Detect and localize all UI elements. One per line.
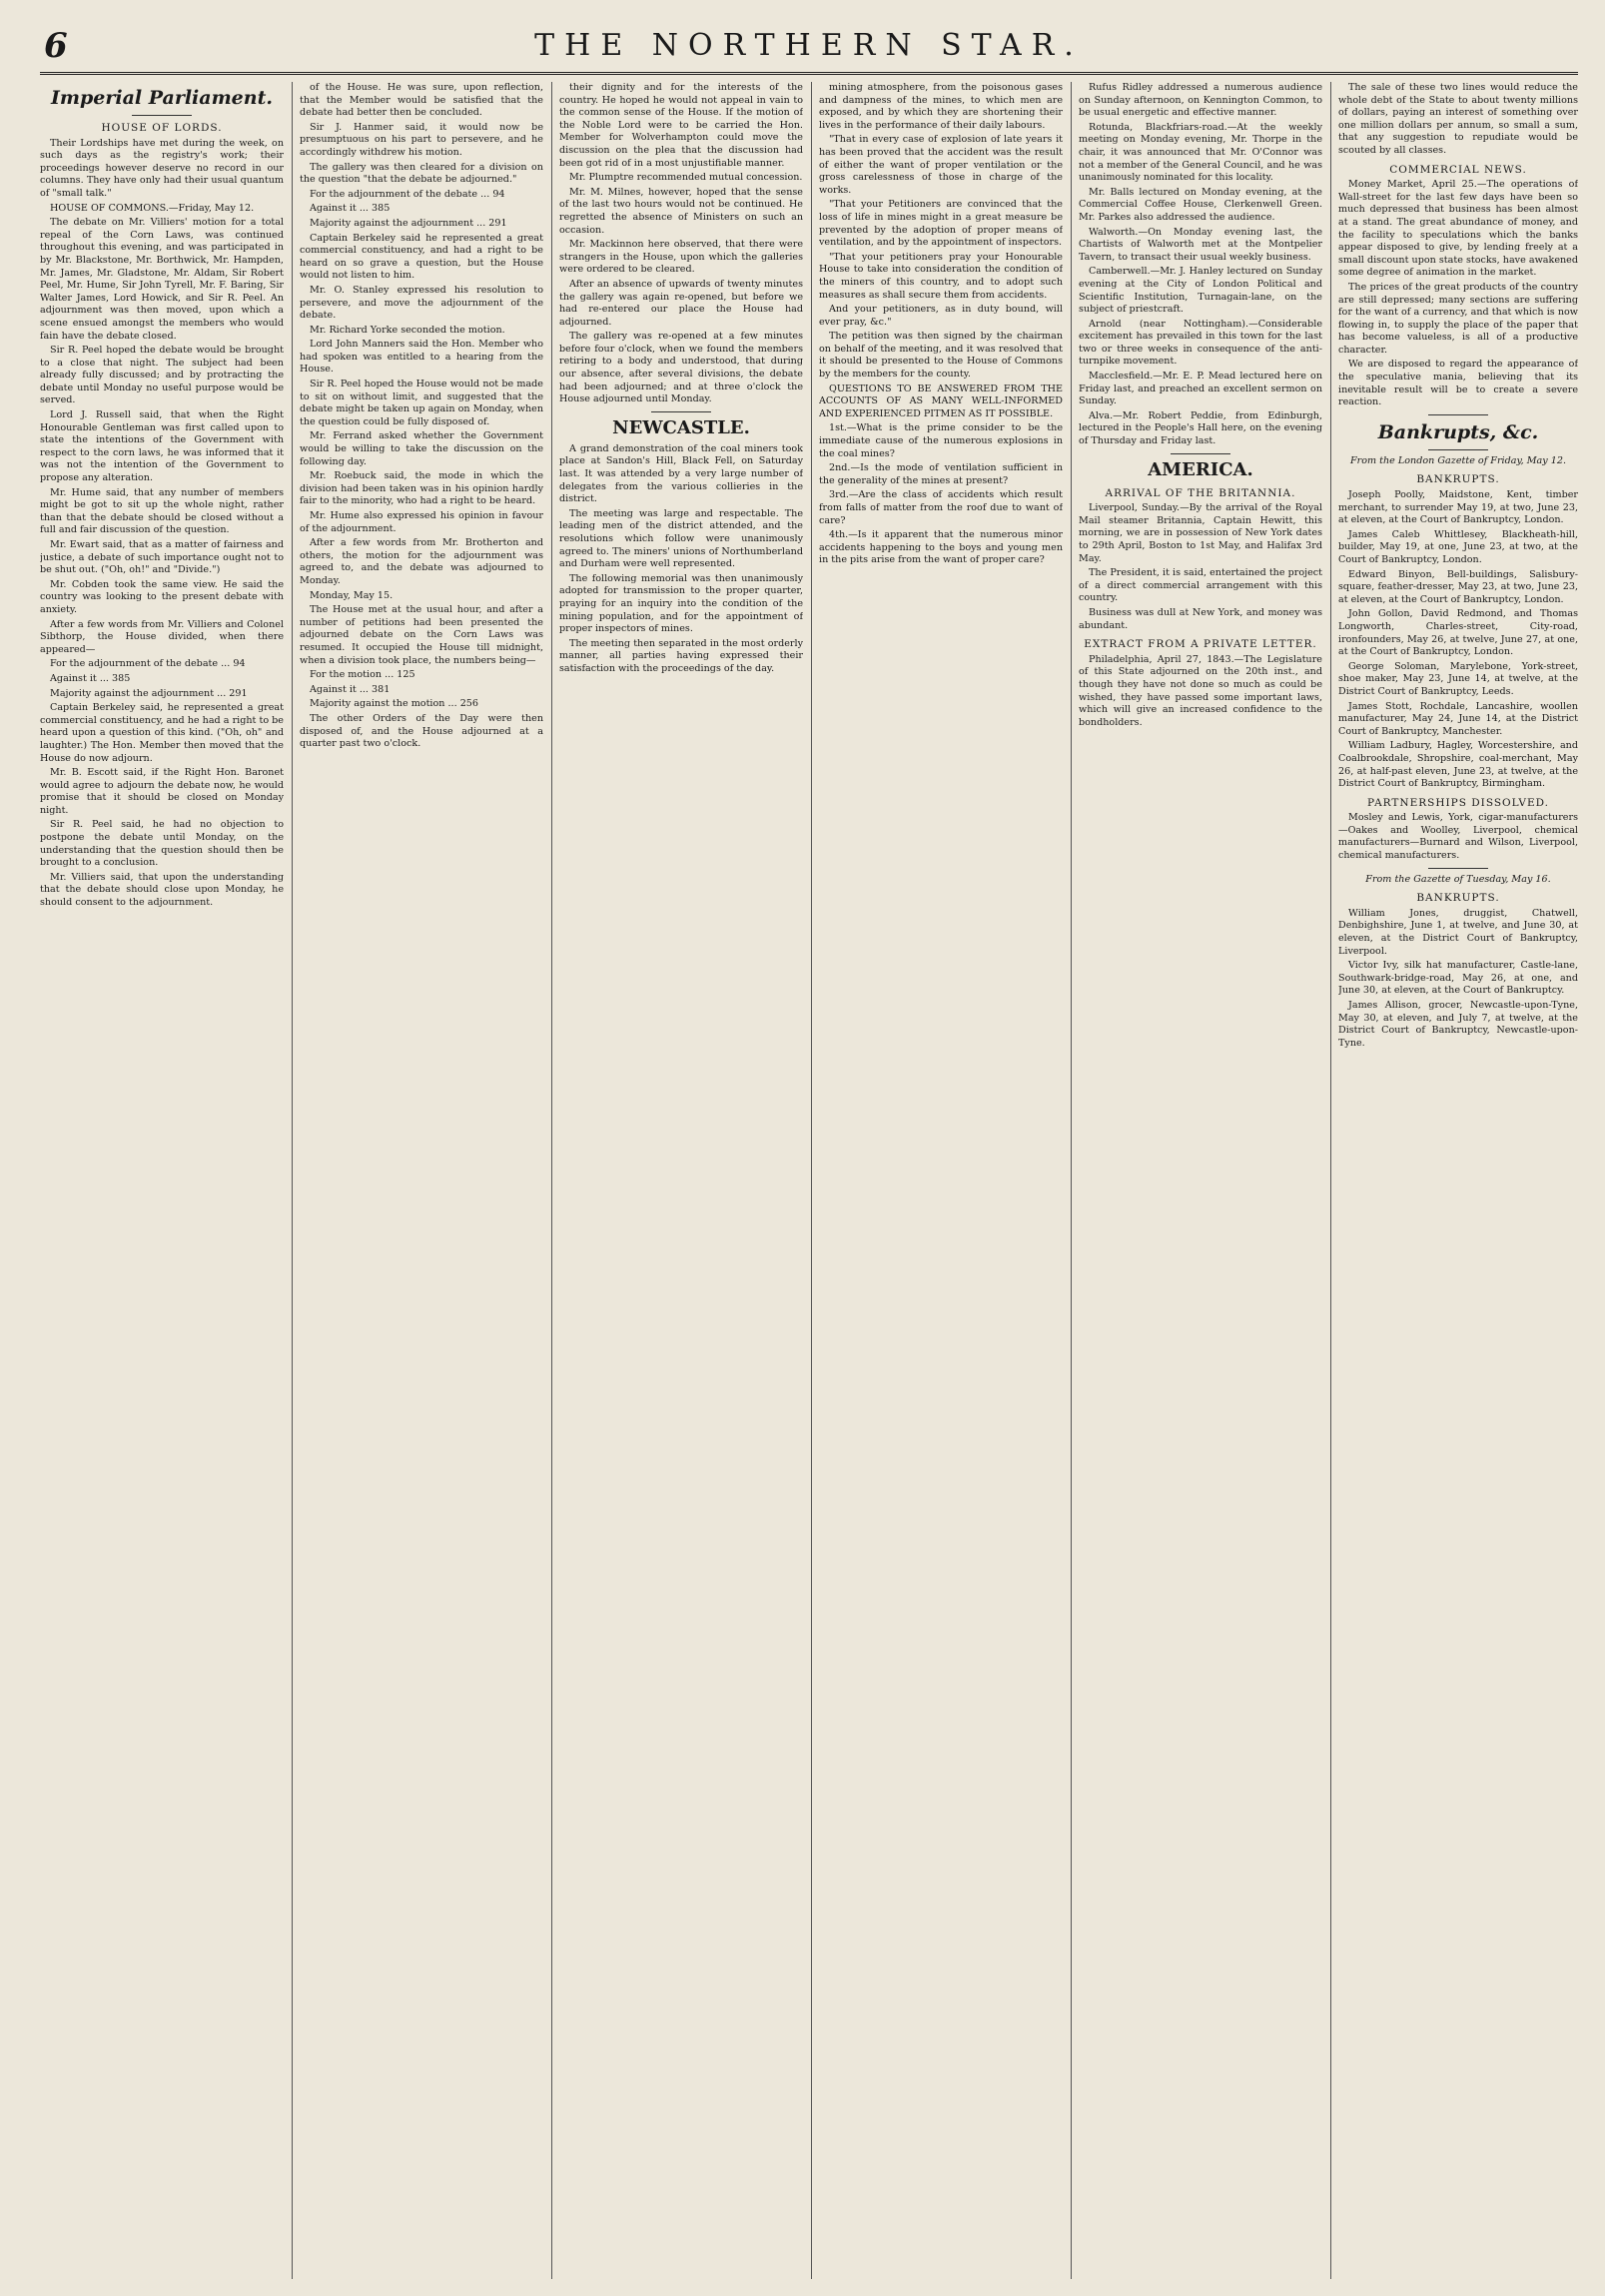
column-rule: [1071, 82, 1072, 2279]
divider: [1428, 449, 1488, 450]
gazette-dateline: From the London Gazette of Friday, May 12.: [1349, 454, 1566, 466]
masthead: [40, 22, 1578, 70]
article-paragraph: their dignity and for the interests of the country. He hoped he would not appeal in vain to the common sense of the House. If the motion of the Noble Lord were to be carried the Hon. Member for Wolverhampton could move the discussion on the plea that the discussion had been got rid of in a most unjustifiable manner.: [559, 82, 803, 169]
article-paragraph: The prices of the great products of the country are still depressed; many sections are suffering for the want of a currency, and that which is now flowing in, to supply the place of the paper that has become valueless, is all of a productive character.: [1338, 281, 1578, 356]
article-paragraph: For the adjournment of the debate ... 94: [310, 188, 505, 200]
article-body: [1338, 489, 1578, 791]
article-paragraph: Mr. Plumptre recommended mutual concession.: [569, 172, 803, 184]
article-paragraph: Mr. Ewart said, that as a matter of fairness and justice, a debate of such importance ought not to be shut out. ("Oh, oh!" and "Divide."): [40, 539, 284, 576]
section-heading: Bankrupts, &c.: [1377, 420, 1539, 443]
article-paragraph: And your petitioners, as in duty bound, will ever pray, &c.": [819, 304, 1063, 328]
article-paragraph: Philadelphia, April 27, 1843.—The Legislature of this State adjourned on the 20th inst., and though they have not done so much as could be wished, they have passed some important laws, which will give an increased confidence to the bondholders.: [1079, 653, 1322, 728]
article-paragraph: Mr. Ferrand asked whether the Government would be willing to take the discussion on the following day.: [300, 430, 543, 467]
column-1: [40, 82, 284, 2279]
subsection-heading: HOUSE OF LORDS.: [101, 122, 223, 134]
article-body: [819, 82, 1063, 567]
article-paragraph: "That your petitioners pray your Honourable House to take into consideration the condition of the miners of this country, and to adopt such measures as shall secure them from accidents.: [819, 251, 1063, 301]
article-paragraph: The meeting then separated in the most orderly manner, all parties having expressed their satisfaction with the proceedings of the day.: [559, 637, 803, 674]
section-heading: Imperial Parliament.: [51, 87, 273, 109]
article-paragraph: "That in every case of explosion of late years it has been proved that the accident was the result of either the want of proper ventilation or the gross carelessness of those in charge of the works.: [819, 134, 1063, 196]
article-paragraph: For the motion ... 125: [310, 669, 415, 681]
article-paragraph: A grand demonstration of the coal miners took place at Sandon's Hill, Black Fell, on Saturday last. It was attended by a very large number of delegates from the various collieries in the district.: [559, 442, 803, 505]
article-paragraph: Majority against the adjournment ... 291: [310, 217, 507, 229]
article-paragraph: Sir R. Peel said, he had no objection to postpone the debate until Monday, on the understanding that the question should then be brought to a conclusion.: [40, 819, 284, 869]
subsection-heading: COMMERCIAL NEWS.: [1389, 163, 1527, 176]
article-body: [1338, 908, 1578, 1051]
article-paragraph: The following memorial was then unanimously adopted for transmission to the proper quarter, praying for an inquiry into the condition of the mining population, and for the appointment of proper inspectors of mines.: [559, 572, 803, 635]
article-paragraph: Mr. Cobden took the same view. He said the country was looking to the present debate with anxiety.: [40, 578, 284, 615]
article-paragraph: Captain Berkeley said he represented a great commercial constituency, and had a right to be heard on so grave a question, but the House would not listen to him.: [300, 232, 543, 282]
article-paragraph: Sir J. Hanmer said, it would now be presumptuous on his part to persevere, and he accordingly withdrew his motion.: [300, 121, 543, 158]
article-paragraph: James Stott, Rochdale, Lancashire, woollen manufacturer, May 24, June 14, at the District Court of Bankruptcy, Manchester.: [1338, 700, 1578, 737]
article-body: [300, 82, 543, 751]
article-paragraph: The gallery was then cleared for a division on the question "that the debate be adjourned.": [300, 161, 543, 186]
article-paragraph: William Ladbury, Hagley, Worcestershire, and Coalbrookdale, Shropshire, coal-merchant, May 26, at half-past eleven, June 23, at twelve, at the District Court of Bankruptcy, Birmingham.: [1338, 740, 1578, 790]
article-paragraph: Walworth.—On Monday evening last, the Chartists of Walworth met at the Montpelier Tavern, to transact their usual weekly business.: [1079, 226, 1322, 263]
article-paragraph: The petition was then signed by the chairman on behalf of the meeting, and it was resolved that it should be presented to the House of Commons by the members for the county.: [819, 331, 1063, 381]
article-body: [1079, 502, 1322, 632]
article-paragraph: Mr. M. Milnes, however, hoped that the sense of the last two hours would not be continued. He regretted the absence of Ministers on such an occasion.: [559, 186, 803, 236]
article-paragraph: Majority against the adjournment ... 291: [50, 687, 248, 699]
article-paragraph: Lord John Manners said the Hon. Member who had spoken was entitled to a hearing from the House.: [300, 339, 543, 376]
article-paragraph: The sale of these two lines would reduce the whole debt of the State to about twenty millions of dollars, paying an interest of something over one million dollars per annum, so small a sum, that any suggestion to repudiate would be scouted by all classes.: [1338, 82, 1578, 156]
page-number: 6: [44, 26, 68, 66]
article-paragraph: The gallery was re-opened at a few minutes before four o'clock, when we found the members retiring to a body and understood, that during our absence, after several divisions, the debate had been adjourned; and at three o'clock the House adjourned until Monday.: [559, 331, 803, 405]
article-paragraph: Captain Berkeley said, he represented a great commercial constituency, and he had a right to be heard upon a question of this kind. ("Oh, oh" and laughter.) The Hon. Member then moved that the House do now adjourn.: [40, 702, 284, 764]
article-paragraph: The House met at the usual hour, and after a number of petitions had been presented the adjourned debate on the Corn Laws was resumed. It occupied the House till midnight, when a division took place, the numbers being—: [300, 604, 543, 666]
article-paragraph: Money Market, April 25.—The operations of Wall-street for the last few days have been so much depressed that business has been almost at a stand. The great abundance of money, and the facility to speculations which the banks appear disposed to give, by lending freely at a small discount upon state stocks, have awakened some degree of animation in the market.: [1338, 179, 1578, 279]
article-paragraph: Business was dull at New York, and money was abundant.: [1079, 606, 1322, 631]
divider: [1428, 414, 1488, 415]
article-paragraph: George Soloman, Marylebone, York-street, shoe maker, May 23, June 14, at twelve, at the District Court of Bankruptcy, Leeds.: [1338, 660, 1578, 697]
column-rule: [292, 82, 293, 2279]
article-paragraph: Sir R. Peel hoped the debate would be brought to a close that night. The subject had been already fully discussed; and by protracting the debate until Monday no useful purpose would be served.: [40, 345, 284, 406]
article-paragraph: Mr. Balls lectured on Monday evening, at the Commercial Coffee House, Clerkenwell Green. Mr. Parkes also addressed the audience.: [1079, 186, 1322, 223]
article-paragraph: Monday, May 15.: [310, 589, 394, 601]
article-paragraph: 2nd.—Is the mode of ventilation sufficient in the generality of the mines at present?: [819, 462, 1063, 486]
column-4: [819, 82, 1063, 2279]
article-paragraph: mining atmosphere, from the poisonous gases and dampness of the mines, to which men are exposed, and by which they are shortening their lives in the performance of their daily labours.: [819, 82, 1063, 131]
article-paragraph: We are disposed to regard the appearance of the speculative mania, believing that its inevitable result will be to create a severe reaction.: [1338, 359, 1578, 408]
article-paragraph: Arnold (near Nottingham).—Considerable excitement has prevailed in this town for the last two or three weeks in consequence of the anti-turnpike movement.: [1079, 318, 1322, 368]
article-body: [559, 443, 803, 676]
column-3: [559, 82, 803, 2279]
article-paragraph: Mr. Hume said, that any number of members might be got to sit up the whole night, rather than that the debate should be closed without a full and fair discussion of the question.: [40, 486, 284, 536]
divider: [1428, 868, 1488, 869]
divider: [651, 411, 711, 412]
subsection-heading: ARRIVAL OF THE BRITANNIA.: [1105, 486, 1296, 499]
article-paragraph: Macclesfield.—Mr. E. P. Mead lectured here on Friday last, and preached an excellent sermon on Sunday.: [1079, 371, 1322, 407]
column-5: [1079, 82, 1322, 2279]
article-paragraph: Mr. Richard Yorke seconded the motion.: [310, 324, 505, 336]
article-paragraph: James Caleb Whittlesey, Blackheath-hill, builder, May 19, at one, June 23, at two, at the Court of Bankruptcy, London.: [1338, 528, 1578, 565]
article-paragraph: 4th.—Is it apparent that the numerous minor accidents happening to the boys and young men in the pits arise from the want of proper care?: [819, 529, 1063, 566]
article-paragraph: For the adjournment of the debate ... 94: [50, 658, 246, 670]
article-paragraph: Mr. Villiers said, that upon the understanding that the debate should close upon Monday, he should consent to the adjournment.: [40, 871, 284, 909]
column-6: [1338, 82, 1578, 2279]
article-paragraph: Joseph Poolly, Maidstone, Kent, timber merchant, to surrender May 19, at two, June 23, at eleven, at the Court of Bankruptcy, London.: [1338, 489, 1578, 526]
article-paragraph: Majority against the motion ... 256: [310, 698, 479, 710]
article-paragraph: Victor Ivy, silk hat manufacturer, Castle-lane, Southwark-bridge-road, May 26, at one, and June 30, at eleven, at the Court of Bankruptcy.: [1338, 960, 1578, 997]
subsection-heading: EXTRACT FROM A PRIVATE LETTER.: [1084, 638, 1317, 651]
article-paragraph: Their Lordships have met during the week, on such days as the registry's work; their proceedings however deserve no record in our columns. They have only had their usual quantum of "small talk.": [40, 137, 284, 199]
article-paragraph: Liverpool, Sunday.—By the arrival of the Royal Mail steamer Britannia, Captain Hewitt, this morning, we are in possession of New York dates to 29th April, Boston to 1st May, and Halifax 3rd May.: [1079, 502, 1322, 564]
column-rule: [811, 82, 812, 2279]
article-paragraph: After an absence of upwards of twenty minutes the gallery was again re-opened, but before we had re-entered our place the House had adjourned.: [559, 278, 803, 328]
article-paragraph: The President, it is said, entertained the project of a direct commercial arrangement with this country.: [1079, 567, 1322, 604]
article-paragraph: Against it ... 385: [310, 203, 391, 215]
article-paragraph: HOUSE OF COMMONS.—Friday, May 12.: [50, 202, 255, 214]
section-heading: NEWCASTLE.: [612, 416, 750, 438]
article-paragraph: QUESTIONS TO BE ANSWERED FROM THE ACCOUNTS OF AS MANY WELL-INFORMED AND EXPERIENCED PITMEN AS IT POSSIBLE.: [819, 383, 1063, 419]
article-paragraph: 1st.—What is the prime consider to be the immediate cause of the numerous explosions in the coal mines?: [819, 422, 1063, 459]
article-body: [40, 138, 284, 910]
masthead-rule: [40, 72, 1578, 75]
column-rule: [1330, 82, 1331, 2279]
article-body: [559, 82, 803, 406]
article-paragraph: Mr. B. Escott said, if the Right Hon. Baronet would agree to adjourn the debate now, he would promise that it should be closed on Monday night.: [40, 767, 284, 816]
article-paragraph: Mr. Roebuck said, the mode in which the division had been taken was in his opinion hardly fair to the minority, who had a right to be heard.: [300, 470, 543, 507]
article-paragraph: Mr. Hume also expressed his opinion in favour of the adjournment.: [300, 510, 543, 534]
subsection-heading: BANKRUPTS.: [1416, 473, 1500, 486]
divider: [1171, 453, 1230, 454]
article-paragraph: Against it ... 381: [310, 683, 391, 695]
article-paragraph: After a few words from Mr. Brotherton and others, the motion for the adjournment was agreed to, and the debate was adjourned to Monday.: [300, 537, 543, 586]
article-paragraph: Lord J. Russell said, that when the Right Honourable Gentleman was first called upon to state the intentions of the Government with respect to the corn laws, he was informed that it was not the intention of the Government to propose any alteration.: [40, 409, 284, 484]
section-heading: AMERICA.: [1148, 458, 1253, 480]
article-paragraph: Against it ... 385: [50, 672, 131, 684]
article-paragraph: "That your Petitioners are convinced that the loss of life in mines might in a great measure be prevented by the adoption of proper means of ventilation, and by the appointment of inspectors.: [819, 199, 1063, 249]
subsection-heading: BANKRUPTS.: [1416, 892, 1500, 905]
article-paragraph: The other Orders of the Day were then disposed of, and the House adjourned at a quarter past two o'clock.: [300, 712, 543, 750]
article-body: [1338, 82, 1578, 158]
article-body: [1338, 179, 1578, 409]
article-paragraph: The meeting was large and respectable. The leading men of the district attended, and the resolutions which follow were unanimously agreed to. The miners' unions of Northumberland and Durham were well represented.: [559, 507, 803, 570]
article-paragraph: of the House. He was sure, upon reflection, that the Member would be satisfied that the debate had better then be concluded.: [300, 82, 543, 119]
article-paragraph: 3rd.—Are the class of accidents which result from falls of matter from the roof due to want of care?: [819, 489, 1063, 526]
article-paragraph: Camberwell.—Mr. J. Hanley lectured on Sunday evening at the City of London Political and Scientific Institution, Turnagain-lane, on the subject of priestcraft.: [1079, 266, 1322, 316]
article-paragraph: James Allison, grocer, Newcastle-upon-Tyne, May 30, at eleven, and July 7, at twelve, at the District Court of Bankruptcy, Newcastle-upon-Tyne.: [1338, 1000, 1578, 1049]
column-rule: [551, 82, 552, 2279]
article-paragraph: Rotunda, Blackfriars-road.—At the weekly meeting on Monday evening, Mr. Thorpe in the chair, it was announced that Mr. O'Connor was not a member of the General Council, and he was unanimously nominated for this locality.: [1079, 121, 1322, 184]
article-paragraph: Mr. Mackinnon here observed, that there were strangers in the House, upon which the galleries were ordered to be cleared.: [559, 239, 803, 276]
article-paragraph: After a few words from Mr. Villiers and Colonel Sibthorp, the House divided, when there appeared—: [40, 618, 284, 655]
gazette-dateline: From the Gazette of Tuesday, May 16.: [1365, 873, 1551, 885]
article-paragraph: Sir R. Peel hoped the House would not be made to sit on without limit, and suggested that the debate might be taken up again on Monday, when the question could be fully disposed of.: [300, 379, 543, 427]
article-paragraph: The debate on Mr. Villiers' motion for a total repeal of the Corn Laws, was continued throughout this evening, and was participated in by Mr. Blackstone, Mr. Borthwick, Mr. Hampden, Mr. James, Mr. Gladstone, Mr. Aldam, Sir Robert Peel, Mr. Hume, Sir John Tyrell, Mr. F. Baring, Sir Walter James, Lord Howick, and Sir R. Peel. An adjournment was then moved, upon which a scene ensued amongst the members who would fain have the debate closed.: [40, 217, 284, 342]
subsection-heading: PARTNERSHIPS DISSOLVED.: [1367, 796, 1549, 809]
article-paragraph: Mosley and Lewis, York, cigar-manufacturers—Oakes and Woolley, Liverpool, chemical manufacturers—Burnard and Wilson, Liverpool, chemical manufacturers.: [1338, 812, 1578, 862]
article-paragraph: Mr. O. Stanley expressed his resolution to persevere, and move the adjournment of the debate.: [300, 284, 543, 322]
article-body: [1079, 82, 1322, 448]
column-2: [300, 82, 543, 2279]
article-paragraph: Edward Binyon, Bell-buildings, Salisbury-square, feather-dresser, May 23, at two, June 23, at eleven, at the Court of Bankruptcy, London.: [1338, 568, 1578, 605]
article-paragraph: Rufus Ridley addressed a numerous audience on Sunday afternoon, on Kennington Common, to be usual energetic and effective manner.: [1079, 82, 1322, 119]
newspaper-title: THE NORTHERN STAR.: [534, 28, 1084, 63]
divider: [132, 115, 192, 116]
article-paragraph: William Jones, druggist, Chatwell, Denbighshire, June 1, at twelve, and June 30, at eleven, at the District Court of Bankruptcy, Liverpool.: [1338, 907, 1578, 957]
article-paragraph: Alva.—Mr. Robert Peddie, from Edinburgh, lectured in the People's Hall here, on the evening of Thursday and Friday last.: [1079, 409, 1322, 447]
article-paragraph: John Gollon, David Redmond, and Thomas Longworth, Charles-street, City-road, ironfounders, May 26, at twelve, June 27, at one, at the Court of Bankruptcy, London.: [1338, 608, 1578, 658]
